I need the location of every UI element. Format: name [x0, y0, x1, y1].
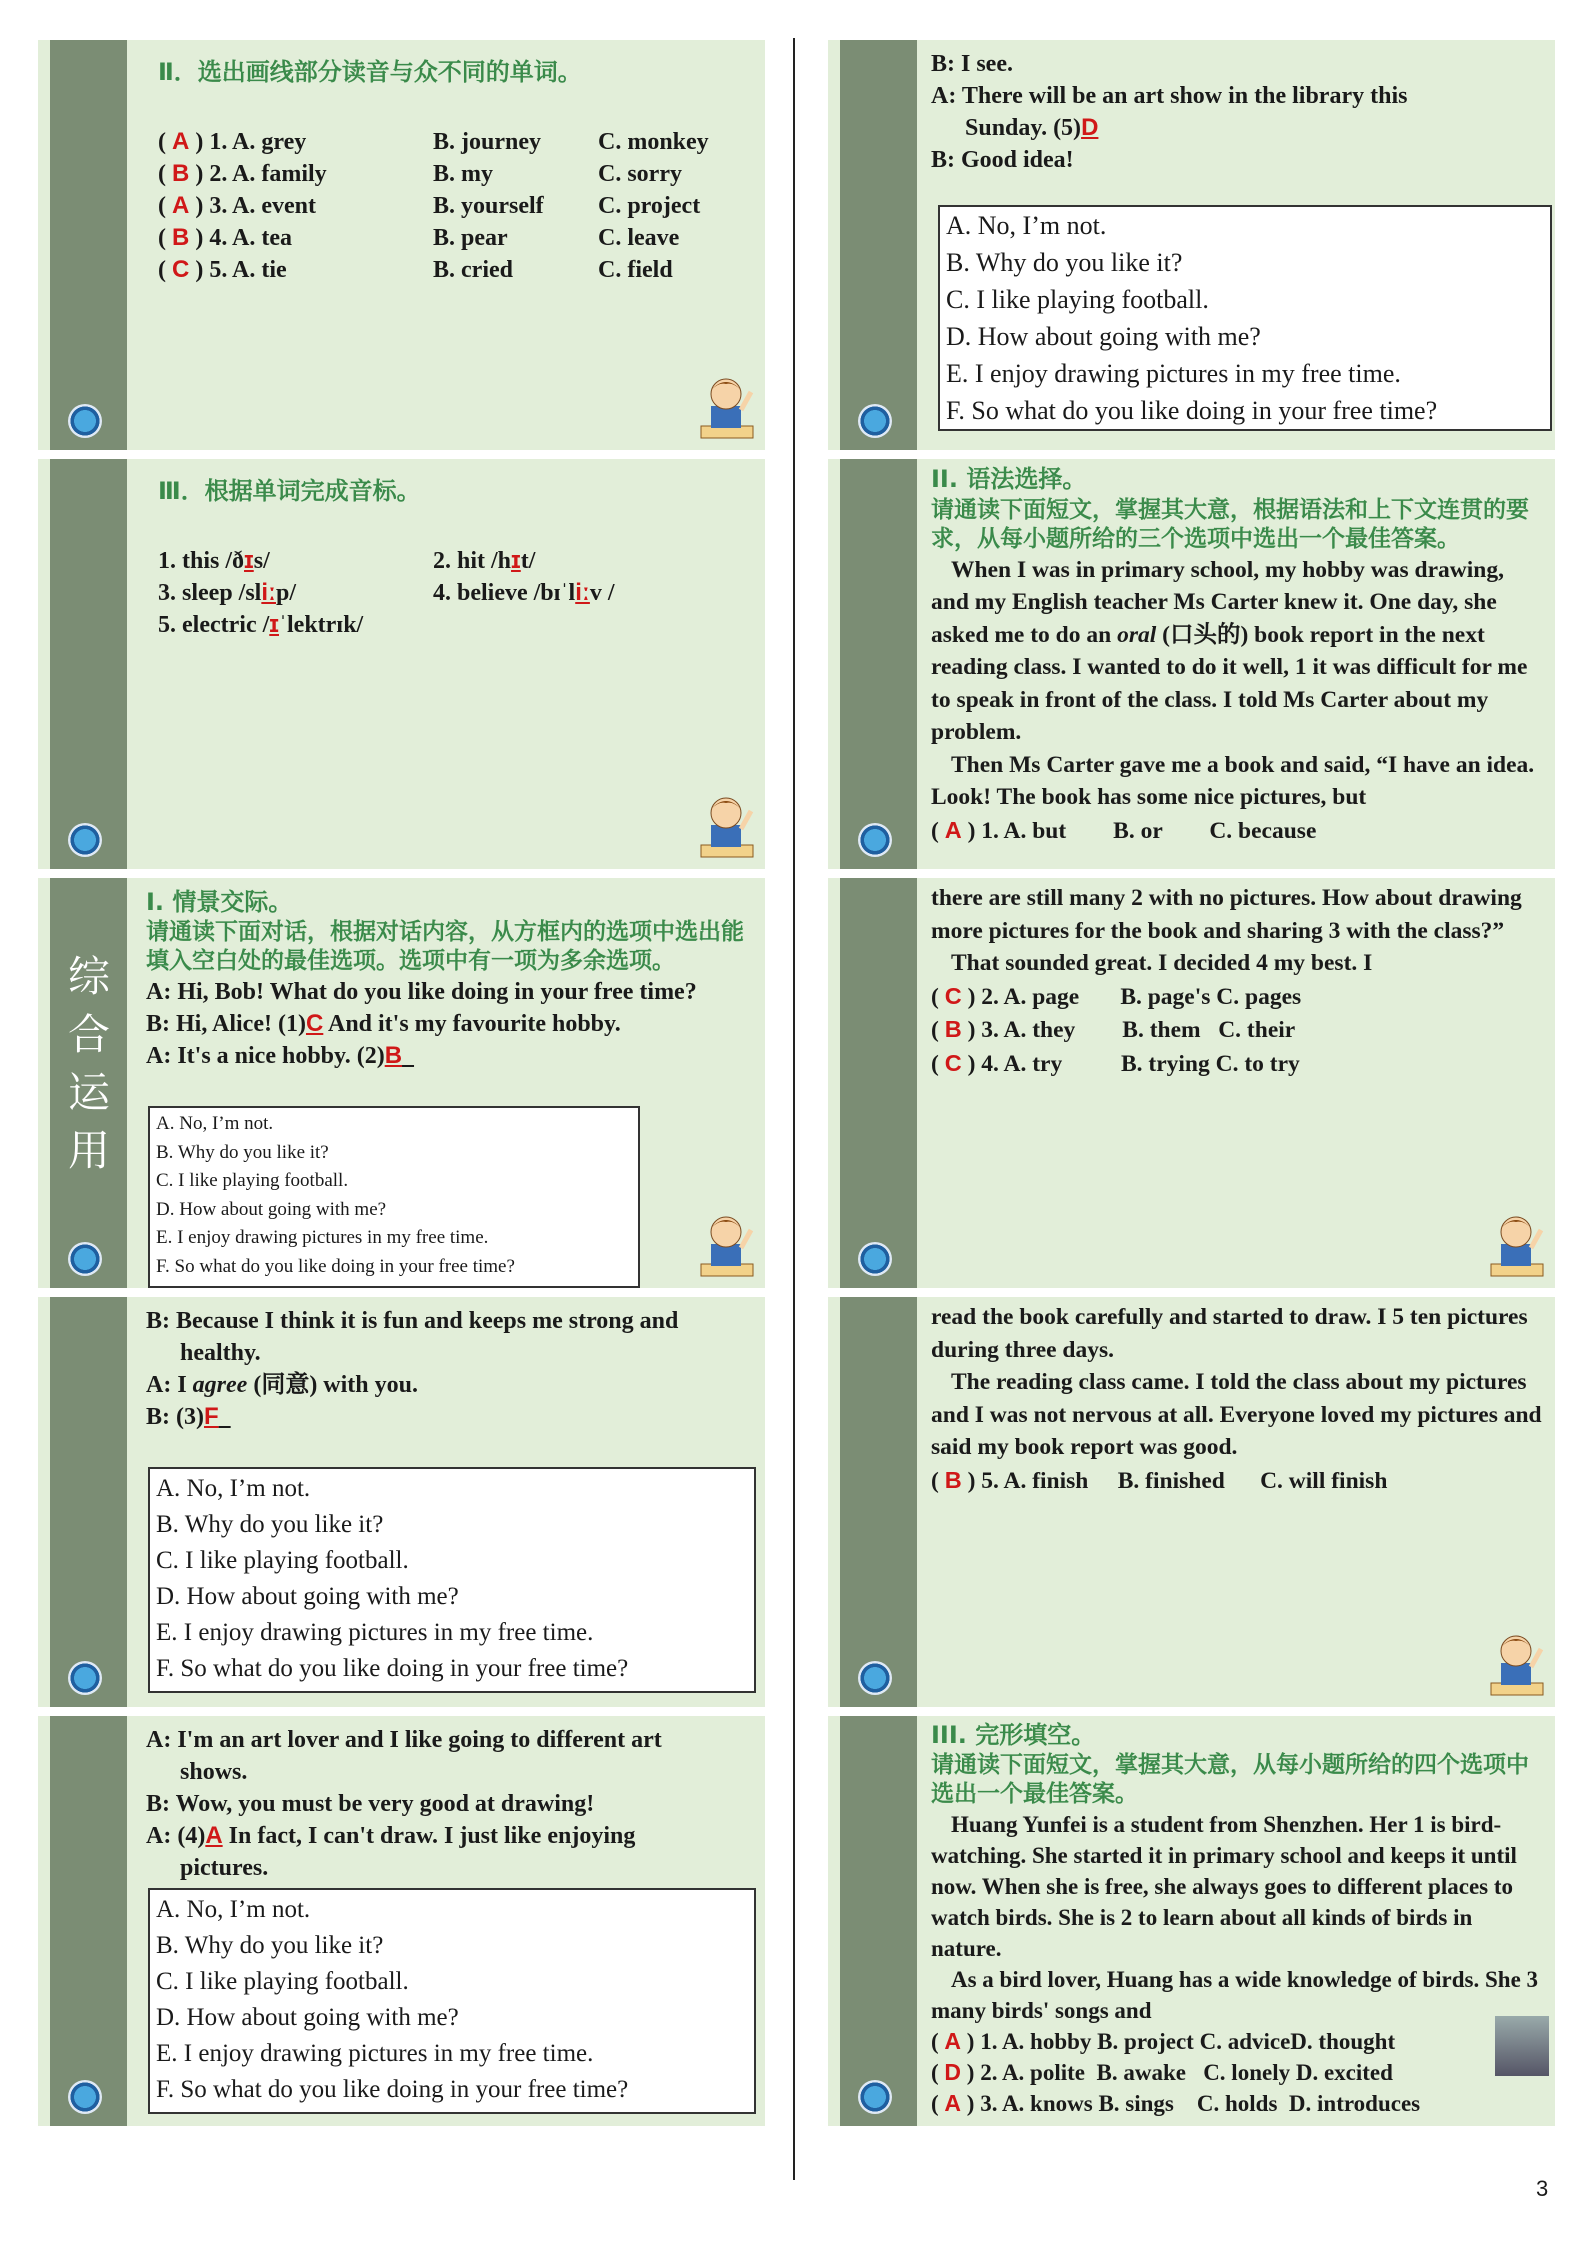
school-logo-icon: [68, 1661, 102, 1695]
passage-paragraph: read the book carefully and started to draw. I 5 ten pictures during three days.: [931, 1304, 1528, 1363]
slide-grammar-3: [828, 1297, 1555, 1707]
slide-sidebar: [828, 878, 917, 1288]
slide-sidebar: [828, 1716, 917, 2126]
question-row: ( A ) 1. A. grey B. journey C. monkey: [158, 128, 709, 155]
options-box: A. No, I’m not. B. Why do you like it? C. I like playing football. D. How about going with me? E. I enjoy drawing pictures in my free time. F. So what do you like doing in your free time?: [938, 205, 1552, 431]
phonetic-row: 1. this /ðɪs/ 2. hit /hɪt/: [158, 547, 536, 574]
slide-dialogue-4: [828, 40, 1555, 450]
dialogue-line: healthy.: [180, 1340, 261, 1366]
column-divider: [793, 38, 795, 2180]
slide-phonetics: [38, 459, 765, 869]
slide-grammar-1: [828, 459, 1555, 869]
question-row: ( B ) 4. A. tea B. pear C. leave: [158, 224, 680, 251]
dialogue-line: B: Because I think it is fun and keeps me strong and: [146, 1308, 679, 1334]
question-row: ( A ) 3. A. knows B. sings C. holds D. introduces: [931, 2090, 1421, 2116]
school-logo-icon: [68, 823, 102, 857]
section-instructions: 请通读下面对话，根据对话内容，从方框内的选项中选出能填入空白处的最佳选项。选项中有一项为多余选项。: [146, 919, 744, 974]
question-row: ( B ) 2. A. family B. my C. sorry: [158, 160, 682, 187]
dialogue-line: B: (3)F: [146, 1403, 219, 1430]
section-heading: III. 完形填空。: [931, 1721, 1096, 1749]
section-instructions: 请通读下面短文，掌握其大意，根据语法和上下文连贯的要求，从每小题所给的三个选项中选出一个最佳答案。: [931, 496, 1529, 552]
dialogue-line: pictures.: [180, 1855, 269, 1881]
question-row: ( B ) 3. A. they B. them C. their: [931, 1016, 1296, 1043]
section-heading: Ⅲ．根据单词完成音标。: [158, 477, 421, 505]
slide-pronunciation: [38, 40, 765, 450]
page-number: 3: [1536, 2176, 1549, 2201]
question-row: ( D ) 2. A. polite B. awake C. lonely D. excited: [931, 2059, 1393, 2085]
slide-sidebar: [828, 1297, 917, 1707]
dialogue-line: A: (4)A In fact, I can't draw. I just like enjoying: [146, 1822, 636, 1849]
slide-sidebar: [38, 40, 127, 450]
passage-paragraph: Huang Yunfei is a student from Shenzhen. Her 1 is bird-watching. She started it in primary school and keeps it until now. When she is free, she always goes to different places to watch birds. She is 2 to learn about all kinds of birds in nature.: [931, 1812, 1517, 1961]
school-logo-icon: [858, 1661, 892, 1695]
question-row: ( A ) 1. A. but B. or C. because: [931, 816, 1317, 844]
side-label: 综合运用: [67, 952, 110, 1175]
options-box: A. No, I’m not. B. Why do you like it? C. I like playing football. D. How about going with me? E. I enjoy drawing pictures in my free time. F. So what do you like doing in your free time?: [148, 1467, 756, 1693]
section-heading: Ⅱ．选出画线部分读音与众不同的单词。: [158, 58, 582, 86]
question-row: ( C ) 4. A. try B. trying C. to try: [931, 1049, 1300, 1077]
phonetic-row: 5. electric /ɪˈlektrɪk/: [158, 611, 364, 638]
school-logo-icon: [68, 404, 102, 438]
dialogue-line: A: It's a nice hobby. (2)B: [146, 1042, 403, 1069]
question-row: ( C ) 5. A. tie B. cried C. field: [158, 256, 673, 283]
dialogue-line: A: There will be an art show in the library this: [931, 83, 1408, 109]
school-logo-icon: [68, 1242, 102, 1276]
section-heading: I. 情景交际。: [146, 888, 293, 916]
section-instructions: 请通读下面短文，掌握其大意，从每小题所给的四个选项中选出一个最佳答案。: [931, 1752, 1529, 1807]
student-cartoon-icon: [1487, 1208, 1547, 1280]
student-cartoon-icon: [697, 1208, 757, 1280]
dialogue-line: A: Hi, Bob! What do you like doing in your free time?: [146, 979, 697, 1005]
slide-sidebar: [38, 459, 127, 869]
slide-grammar-2: [828, 878, 1555, 1288]
options-box: A. No, I’m not. B. Why do you like it? C. I like playing football. D. How about going with me? E. I enjoy drawing pictures in my free time. F. So what do you like doing in your free time?: [148, 1106, 640, 1288]
passage-paragraph: That sounded great. I decided 4 my best. I: [951, 950, 1373, 976]
dialogue-line: Sunday. (5)D: [965, 114, 1099, 141]
bird-photo-thumbnail: [1495, 2016, 1549, 2076]
slide-sidebar: [38, 878, 127, 1288]
section-heading: II. 语法选择。: [931, 465, 1087, 493]
answer-list: [158, 126, 757, 286]
question-row: ( A ) 1. A. hobby B. project C. adviceD. thought: [931, 2028, 1396, 2054]
slide-sidebar: [38, 1297, 127, 1707]
options-box: A. No, I’m not. B. Why do you like it? C. I like playing football. D. How about going with me? E. I enjoy drawing pictures in my free time. F. So what do you like doing in your free time?: [148, 1888, 756, 2114]
passage-paragraph: When I was in primary school, my hobby was drawing, and my English teacher Ms Carter knew it. One day, she asked me to do an oral (口头的) book report in the next reading class. I wanted to do it well, 1 it was difficult for me to speak in front of the class. I told Ms Carter about my problem.: [931, 556, 1528, 745]
student-cartoon-icon: [697, 789, 757, 861]
question-row: ( A ) 3. A. event B. yourself C. project: [158, 192, 701, 219]
dialogue-line: B: Good idea!: [931, 147, 1074, 173]
dialogue-line: shows.: [180, 1759, 248, 1785]
school-logo-icon: [858, 404, 892, 438]
dialogue-line: A: I agree (同意) with you.: [146, 1372, 418, 1398]
passage-paragraph: Then Ms Carter gave me a book and said, “I have an idea. Look! The book has some nice pictures, but: [931, 751, 1535, 810]
student-cartoon-icon: [697, 370, 757, 442]
school-logo-icon: [858, 1242, 892, 1276]
slide-cloze: [828, 1716, 1555, 2126]
school-logo-icon: [858, 823, 892, 857]
passage-paragraph: there are still many 2 with no pictures. How about drawing more pictures for the book and sharing 3 with the class?”: [931, 885, 1522, 944]
slide-dialogue-2: [38, 1297, 765, 1707]
slide-dialogue-1: [38, 878, 765, 1288]
school-logo-icon: [68, 2080, 102, 2114]
question-row: ( B ) 5. A. finish B. finished C. will finish: [931, 1466, 1388, 1494]
dialogue-line: A: I'm an art lover and I like going to different art: [146, 1727, 662, 1753]
dialogue-line: B: Wow, you must be very good at drawing!: [146, 1791, 595, 1817]
question-row: ( C ) 2. A. page B. page's C. pages: [931, 982, 1302, 1010]
dialogue-line: B: I see.: [931, 51, 1013, 77]
dialogue-line: B: Hi, Alice! (1)C And it's my favourite hobby.: [146, 1010, 621, 1037]
phonetic-row: 3. sleep /sliːp/ 4. believe /bɪˈliːv /: [158, 579, 615, 606]
slide-dialogue-3: [38, 1716, 765, 2126]
school-logo-icon: [858, 2080, 892, 2114]
slide-sidebar: [38, 1716, 127, 2126]
slide-sidebar: [828, 40, 917, 450]
passage-paragraph: The reading class came. I told the class about my pictures and I was not nervous at all. Everyone loved my pictures and said my book report was good.: [931, 1369, 1542, 1460]
passage-paragraph: As a bird lover, Huang has a wide knowledge of birds. She 3 many birds' songs and: [931, 1967, 1539, 2023]
slide-sidebar: [828, 459, 917, 869]
student-cartoon-icon: [1487, 1627, 1547, 1699]
